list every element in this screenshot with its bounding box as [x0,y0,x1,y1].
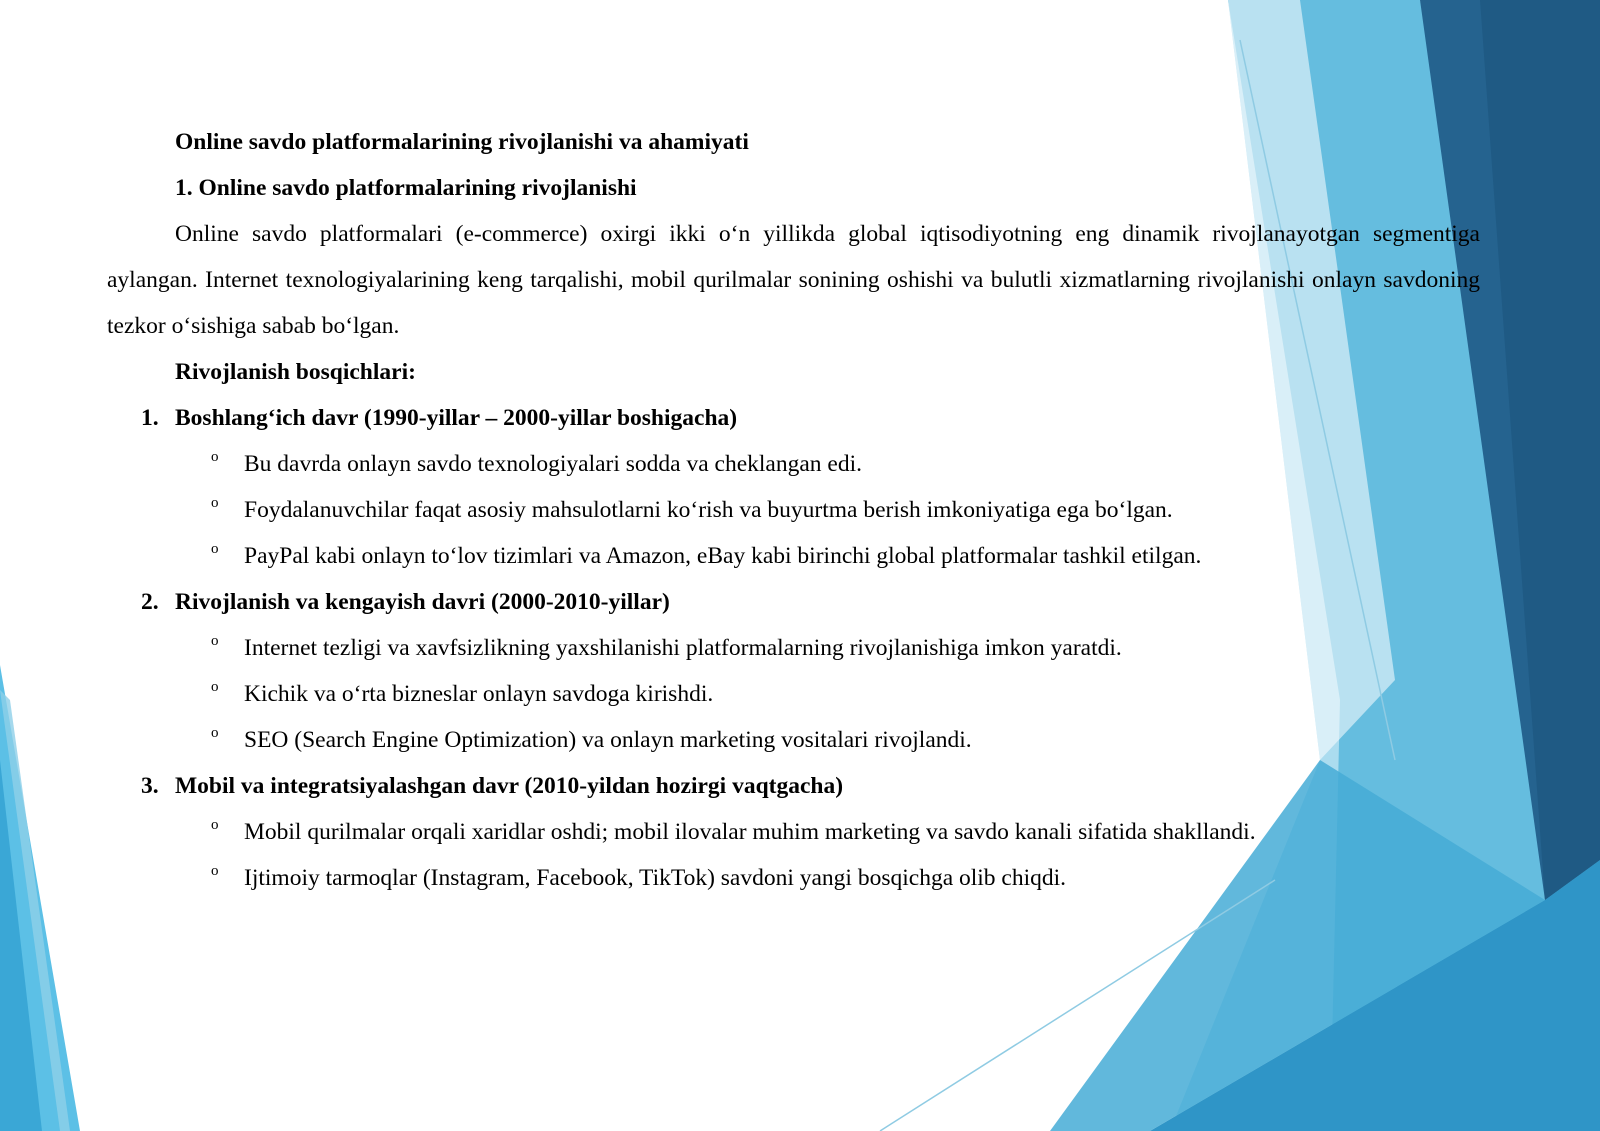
list-item-text: Foydalanuvchilar faqat asosiy mahsulotlarni ko‘rish va buyurtma berish imkoniyatiga ega bo‘lgan. [244,497,1173,523]
list-item-text: Kichik va o‘rta bizneslar onlayn savdoga kirishdi. [244,681,714,707]
bullet-icon: o [211,633,219,649]
list-item-text: SEO (Search Engine Optimization) va onlayn marketing vositalari rivojlandi. [244,727,972,753]
list-item [107,671,1480,717]
bullet-icon: o [211,541,219,557]
document-title: Online savdo platformalarining rivojlanishi va ahamiyati [175,129,749,155]
bullet-icon: o [211,449,219,465]
bullet-icon: o [211,817,219,833]
bullet-icon: o [211,725,219,741]
bullet-icon: o [211,679,219,695]
stage-number: 2. [141,589,159,615]
stage-item [107,763,1480,809]
bullet-icon: o [211,863,219,879]
stage-item [107,395,1480,441]
list-item-text: Mobil qurilmalar orqali xaridlar oshdi; mobil ilovalar muhim marketing va savdo kanali sifatida shakllandi. [244,819,1256,845]
stage-title: Rivojlanish va kengayish davri (2000-2010-yillar) [175,589,670,615]
list-item [107,625,1480,671]
section-heading: 1. Online savdo platformalarining rivojlanishi [175,175,637,201]
list-item-text: PayPal kabi onlayn to‘lov tizimlari va Amazon, eBay kabi birinchi global platformalar tashkil etilgan. [244,543,1202,569]
stage-number: 1. [141,405,159,431]
stages-heading: Rivojlanish bosqichlari: [175,359,416,385]
list-item [107,717,1480,763]
list-item [107,441,1480,487]
list-item [107,487,1480,533]
stage-item [107,579,1480,625]
list-item-text: Bu davrda onlayn savdo texnologiyalari sodda va cheklangan edi. [244,451,862,477]
list-item-text: Ijtimoiy tarmoqlar (Instagram, Facebook, TikTok) savdoni yangi bosqichga olib chiqdi. [244,865,1067,891]
stage-number: 3. [141,773,159,799]
document-body [107,119,1480,901]
list-item [107,855,1480,901]
stage-title: Mobil va integratsiyalashgan davr (2010-yildan hozirgi vaqtgacha) [175,773,844,799]
list-item-text: Internet tezligi va xavfsizlikning yaxshilanishi platformalarning rivojlanishiga imkon yaratdi. [244,635,1122,661]
list-item [107,533,1480,579]
intro-paragraph: Online savdo platformalari (e-commerce) oxirgi ikki o‘n yillikda global iqtisodiyotning eng dinamik rivojlanayotgan segmentiga aylangan. Internet texnologiyalarining keng tarqalishi, mobil qurilmalar sonining oshishi va bulutli xizmatlarning rivojlanishi onlayn savdoning tezkor o‘sishiga sabab bo‘lgan. [107,221,1480,339]
list-item [107,809,1480,855]
stage-title: Boshlang‘ich davr (1990-yillar – 2000-yillar boshigacha) [175,405,738,431]
bullet-icon: o [211,495,219,511]
